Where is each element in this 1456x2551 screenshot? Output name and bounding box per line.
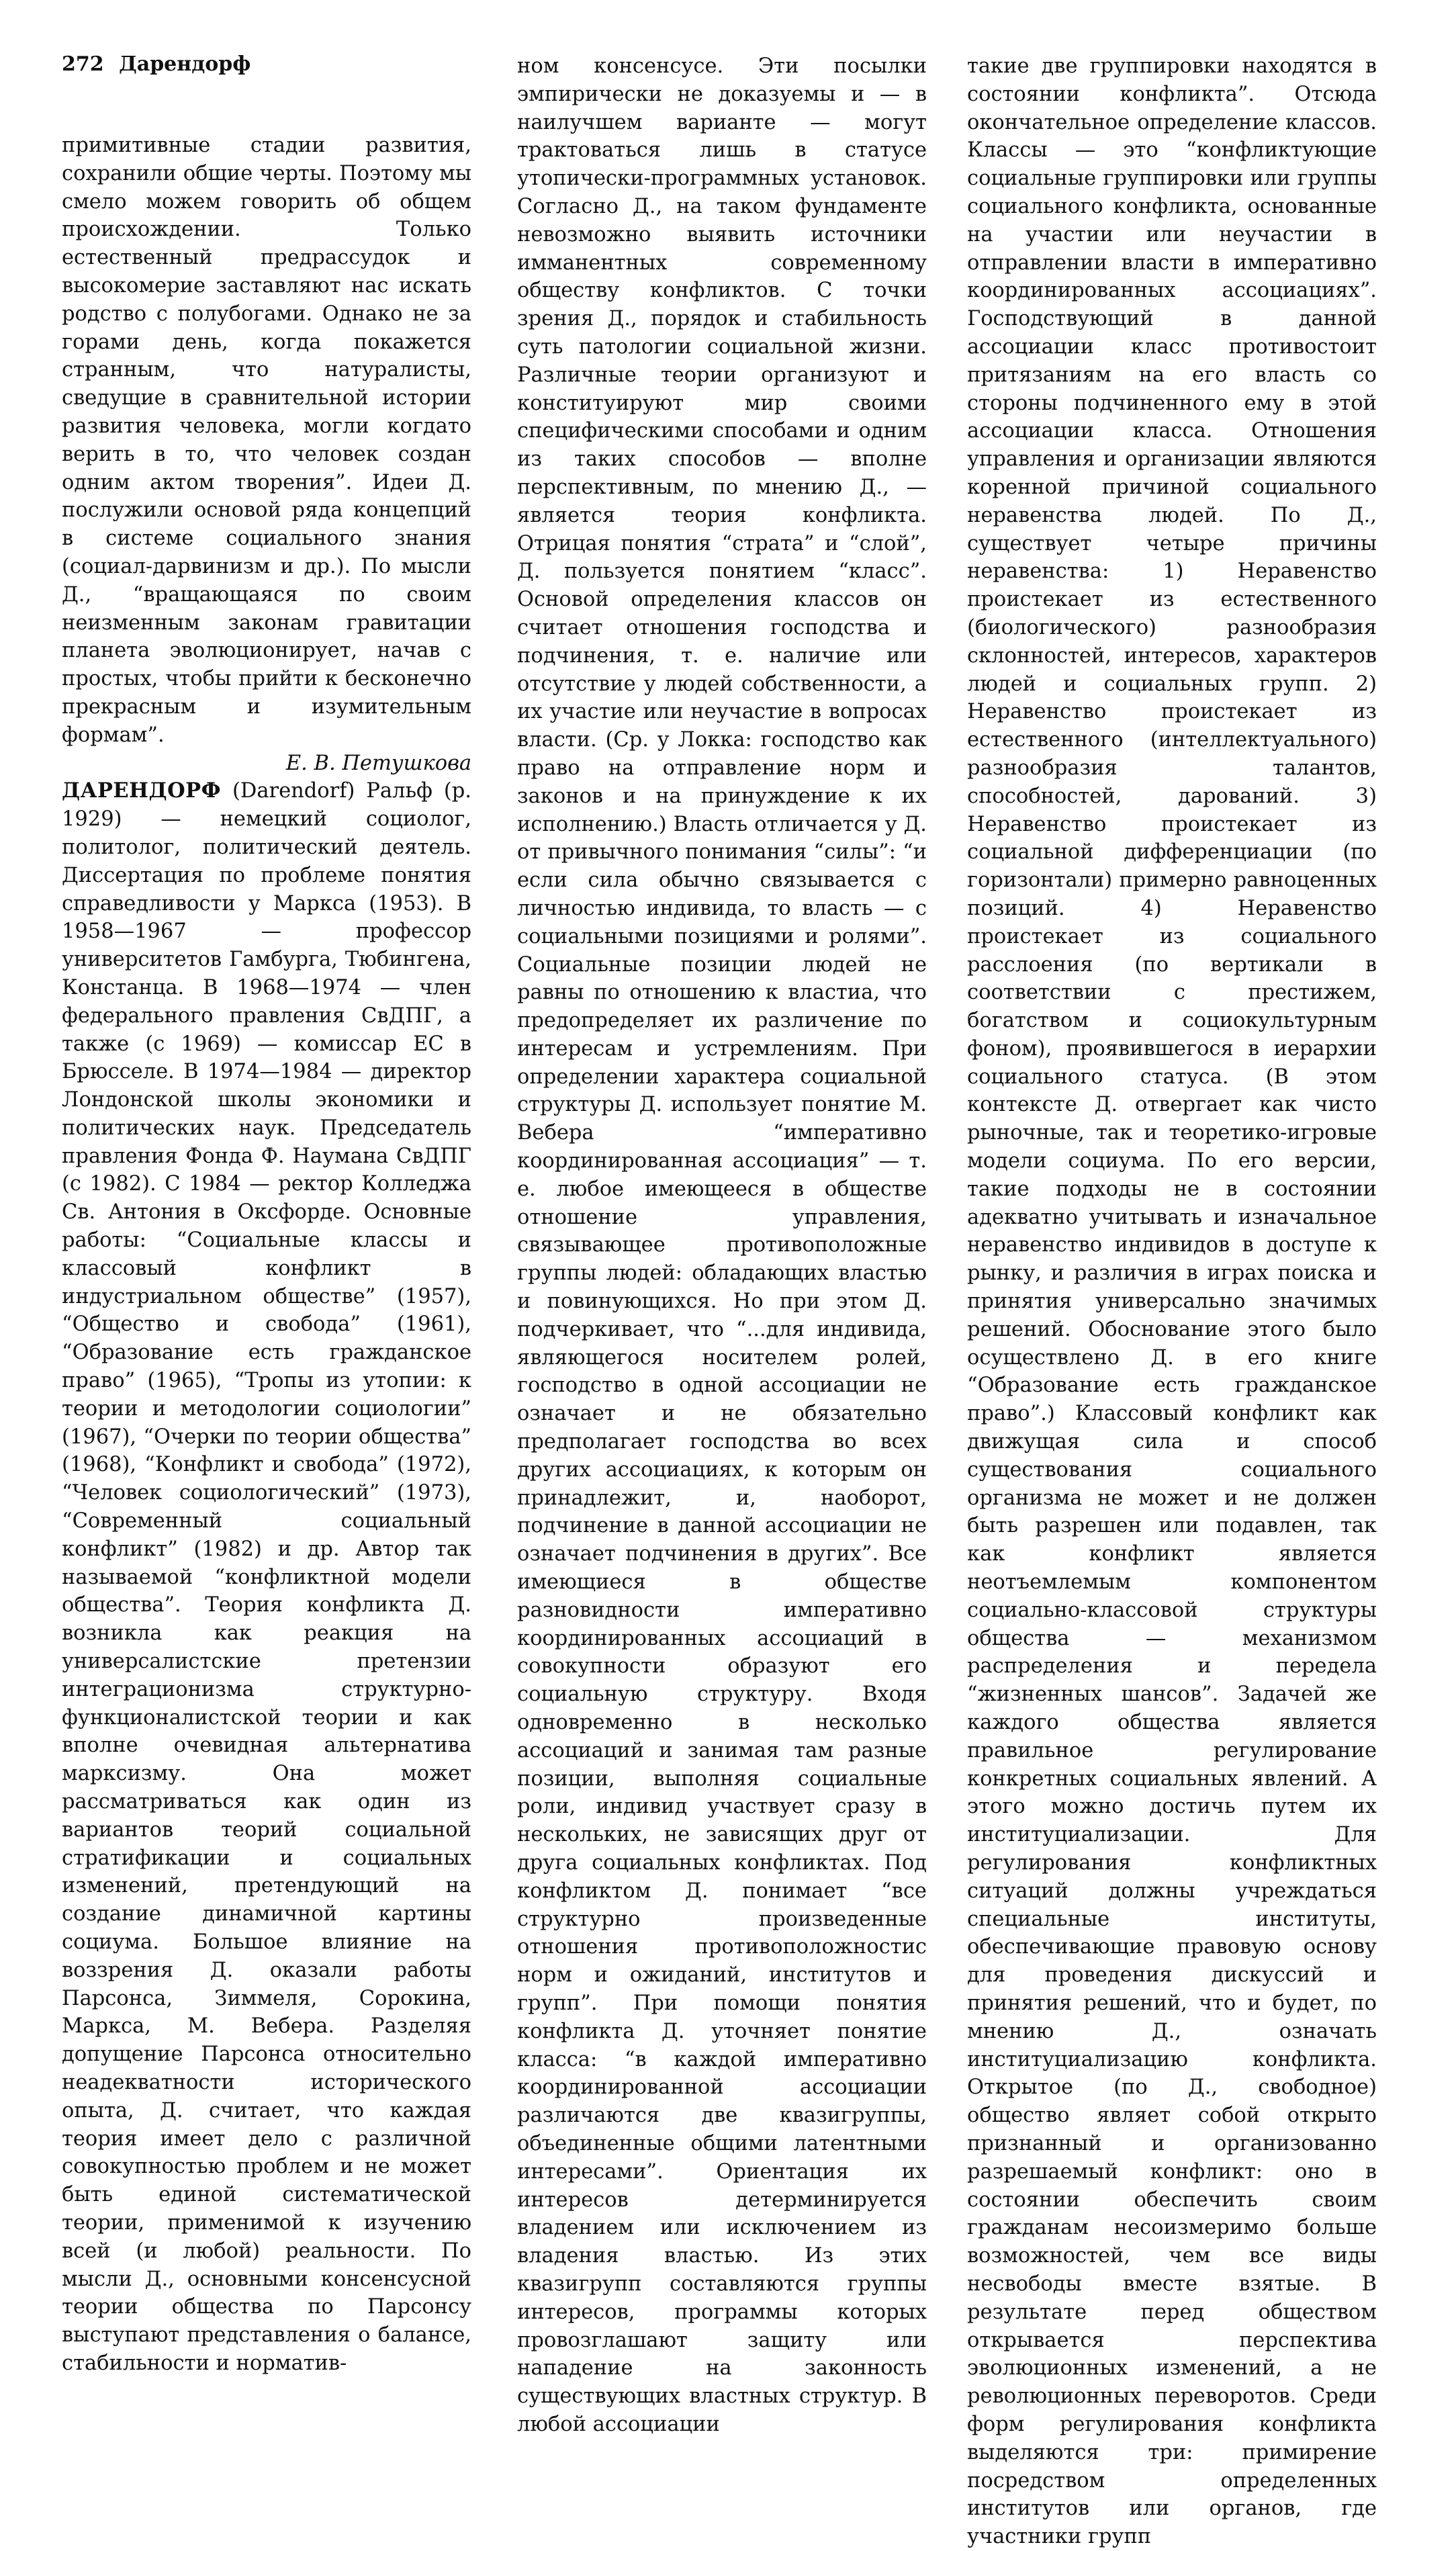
text-column-2 xyxy=(517,52,927,2439)
page-number: 272 xyxy=(62,52,104,76)
column-3-text: такие две группировки находятся в состоянии конфликта”. Отсюда окончательное определение классов. Классы — это “конфликтующие социальные группировки или группы социального конфликта, основанные на участии или неучастии в отправлении власти в императивно координированных ассоциациях”. Господствующий в данной ассоциации класс противостоит притязаниям на его власть со стороны подчиненного ему в этой ассоциации класса. Отношения управления и организации являются коренной причиной социального неравенства людей. По Д., существует четыре причины неравенства: 1) Неравенство проистекает из естественного (биологического) разнообразия склонностей, интересов, характеров людей и социальных групп. 2) Неравенство проистекает из естественного (интеллектуального) разнообразия талантов, способностей, дарований. 3) Неравенство проистекает из социальной дифференциации (по горизонтали) примерно равноценных позиций. 4) Неравенство проистекает из социального расслоения (по вертикали в соответствии с престижем, богатством и социокультурным фоном), проявившегося в иерархии социального статуса. (В этом контексте Д. отвергает как чисто рыночные, так и теоретико-игровые модели социума. По его версии, такие подходы не в состоянии адекватно учитывать и изначальное неравенство индивидов в доступе к рынку, и различия в играх поиска и принятия универсально значимых решений. Обоснование этого было осуществлено Д. в его книге “Образование есть гражданское право”.) Классовый конфликт как движущая сила и способ существования социального организма не может и не должен быть разрешен или подавлен, так как конфликт является неотъемлемым компонентом социально-классовой структуры общества — механизмом распределения и передела “жизненных шансов”. Задачей же каждого общества является правильное регулирование конкретных социальных явлений. А этого можно достичь путем их институциализации. Для регулирования конфликтных ситуаций должны учреждаться специальные институты, обеспечивающие правовую основу для проведения дискуссий и принятия решений, что и будет, по мнению Д., означать институциализацию конфликта. Открытое (по Д., свободное) общество являет собой открыто признанный и организованно разрешаемый конфликт: оно в состоянии обеспечить своим гражданам несоизмеримо больше возможностей, чем все виды несвободы вместе взятые. В результате перед обществом открывается перспектива эволюционных изменений, а не революционных переворотов. Среди форм регулирования конфликта выделяются три: примирение посредством определенных институтов или органов, где участники групп xyxy=(967,54,1377,2549)
running-title: Дарендорф xyxy=(119,52,251,76)
entry-headword: ДАРЕНДОРФ xyxy=(62,778,222,803)
column-2-text: ном консенсусе. Эти посылки эмпирически не доказуемы и — в наилучшем варианте — могут трактоваться лишь в статусе утопически-программных установок. Согласно Д., на таком фундаменте невозможно выявить источники имманентных современному обществу конфликтов. С точки зрения Д., порядок и стабильность суть патологии социальной жизни. Различные теории организуют и конституируют мир своими специфическими способами и одним из таких способов — вполне перспективным, по мнению Д., — является теория конфликта. Отрицая понятия “страта” и “слой”, Д. пользуется понятием “класс”. Основой определения классов он считает отношения господства и подчинения, т. е. наличие или отсутствие у людей собственности, а их участие или неучастие в вопросах власти. (Ср. у Локка: господство как право на отправление норм и законов и на принуждение к их исполнению.) Власть отличается у Д. от привычного понимания “силы”: “и если сила обычно связывается с личностью индивида, то власть — с социальными позициями и ролями”. Социальные позиции людей не равны по отношению к властиа, что предопределяет их различение по интересам и устремлениям. При определении характера социальной структуры Д. использует понятие М. Вебера “императивно координированная ассоциация” — т. е. любое имеющееся в обществе отношение управления, связывающее противоположные группы людей: обладающих властью и повинующихся. Но при этом Д. подчеркивает, что “...для индивида, являющегося носителем ролей, господство в одной ассоциации не означает и не обязательно предполагает господства во всех других ассоциациях, к которым он принадлежит, и, наоборот, подчинение в данной ассоциации не означает подчинения в других”. Все имеющиеся в обществе разновидности императивно координированных ассоциаций в совокупности образуют его социальную структуру. Входя одновременно в несколько ассоциаций и занимая там разные позиции, выполняя социальные роли, индивид участвует сразу в нескольких, не зависящих друг от друга социальных конфликтах. Под конфликтом Д. понимает “все структурно произведенные отношения противоположностис норм и ожиданий, институтов и групп”. При помощи понятия конфликта Д. уточняет понятие класса: “в каждой императивно координированной ассоциации различаются две квазигруппы, объединенные общими латентными интересами”. Ориентация их интересов детерминируется владением или исключением из владения властью. Из этих квазигрупп составляются группы интересов, программы которых провозглашают защиту или нападение на законность существующих властных структур. В любой ассоциации xyxy=(517,54,927,2436)
page-header xyxy=(62,52,251,76)
continuation-paragraph: примитивные стадии развития, сохранили общие черты. Поэтому мы смело можем говорить об общем происхождении. Только естественный предрассудок и высокомерие заставляют нас искать родство с полубогами. Однако не за горами день, когда покажется странным, что натуралисты, сведущие в сравнительной истории развития человека, могли когдато верить в то, что человек создан одним актом творения”. Идеи Д. послужили основой ряда концепций в системе социального знания (социал-дарвинизм и др.). По мысли Д., “вращающаяся по своим неизменным законам гравитации планета эволюционирует, начав с простых, чтобы прийти к бесконечно прекрасным и изумительным формам”. xyxy=(62,134,471,747)
text-column-1 xyxy=(62,132,471,2378)
text-column-3 xyxy=(967,52,1377,2551)
author-signature: Е. В. Петушкова xyxy=(285,751,471,775)
entry-text: (Darendorf) Ральф (р. 1929) — немецкий социолог, политолог, политический деятель. Диссертация по проблеме понятия справедливости у Маркса (1953). В 1958—1967 — профессор университетов Гамбурга, Тюбингена, Констанца. В 1968—1974 — член федерального правления СвДПГ, а также (с 1969) — комиссар ЕС в Брюсселе. В 1974—1984 — директор Лондонской школы экономики и политических наук. Председатель правления Фонда Ф. Наумана СвДПГ (с 1982). С 1984 — ректор Колледжа Св. Антония в Оксфорде. Основные работы: “Социальные классы и классовый конфликт в индустриальном обществе” (1957), “Общество и свобода” (1961), “Образование есть гражданское право” (1965), “Тропы из утопии: к теории и методологии социологии” (1967), “Очерки по теории общества” (1968), “Конфликт и свобода” (1972), “Человек социологический” (1973), “Современный социальный конфликт” (1982) и др. Автор так называемой “конфликтной модели общества”. Теория конфликта Д. возникла как реакция на универсалистские претензии интеграционизма структурно-функционалистской теории и как вполне очевидная альтернатива марксизму. Она может рассматриваться как один из вариантов теорий социальной стратификации и социальных изменений, претендующий на создание динамичной картины социума. Большое влияние на воззрения Д. оказали работы Парсонса, Зиммеля, Сорокина, Маркса, М. Вебера. Разделяя допущение Парсонса относительно неадекватности исторического опыта, Д. считает, что каждая теория имеет дело с различной совокупностью проблем и не может быть единой систематической теории, применимой к изучению всей (и любой) реальности. По мысли Д., основными консенсусной теории общества по Парсонсу выступают представления о балансе, стабильности и норматив- xyxy=(62,779,471,2375)
entry-paragraph xyxy=(62,777,471,2377)
